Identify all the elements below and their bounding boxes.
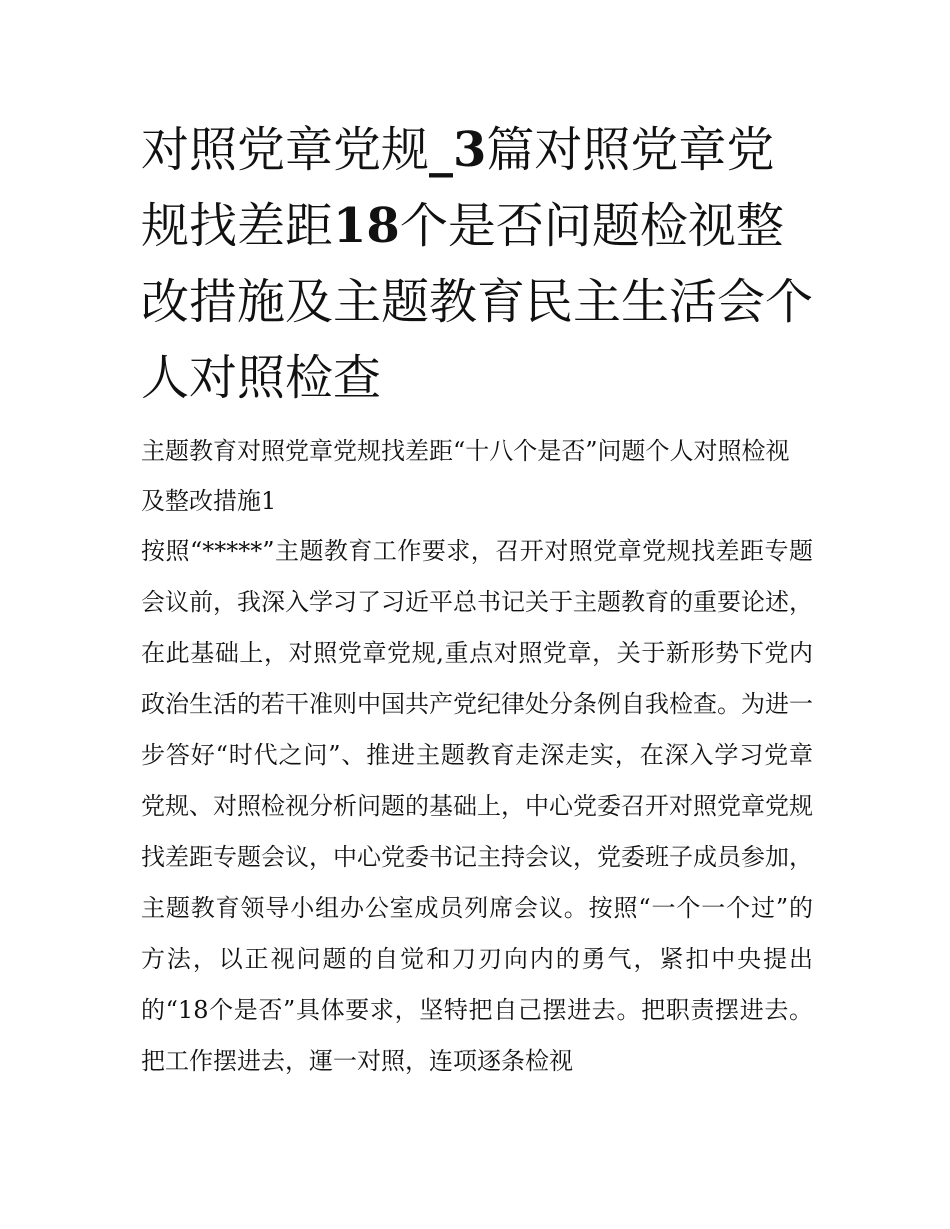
title-part-3: 篇对照党章党规找差距	[141, 122, 775, 254]
title-part-1: 对照党章党规	[141, 122, 430, 178]
title-part-2: _3	[429, 122, 487, 178]
body-paragraph: 按照“*****”主题教育工作要求，召开对照党章党规找差距专题会议前，我深入学习了习近平总书记关于主题教育的重要论述，在此基础上，对照党章党规,重点对照党章，关于新形势下党内政治生活的若干准则中国共产党纪律处分条例自我检查。为进一步答好“时代之问”、推进主题教育走深走实，在深入学习党章党规、对照检视分析问题的基础上，中心党委召开对照党章党规找差距专题会议，中心党委书记主持会议，党委班子成员参加，主题教育领导小组办公室成员列席会议。按照“一个一个过”的方法，以正视问题的自觉和刀刃向内的勇气，紧扣中央提出的“18个是否”具体要求，坚特把自己摆进去。把职责摆进去。把工作摆进去，運一对照，连项逐条检视	[141, 537, 813, 1075]
document-title	[141, 112, 813, 416]
document-content	[141, 112, 813, 1087]
document-subtitle: 主题教育对照党章党规找差距“十八个是否”问题个人对照检视及整改措施1	[141, 437, 790, 515]
title-part-4: 18	[333, 198, 400, 254]
title-part-5: 个是否问题检视整改措施及主题教育民主生活会个人对照检查	[141, 198, 814, 406]
